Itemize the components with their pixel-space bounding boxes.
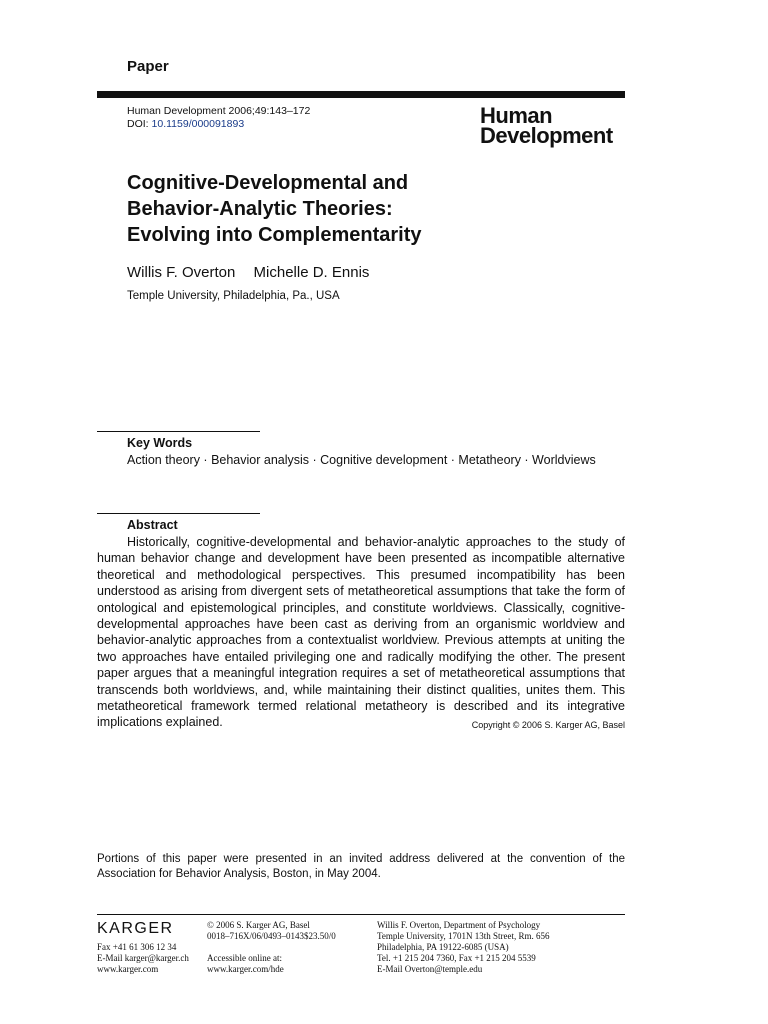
abstract-text: Historically, cognitive-developmental and behavior-analytic approaches to the study of human behavior change and development have been presented as incompatible alternative theoretical and methodological perspectives. This presumed incompatibility has been understood as arising from divergent sets of metatheoretical assumptions that take the form of ontological and epistemological principles, and constitute worldviews. Classically, cognitive-developmental approaches have been cast as deriving from an organismic worldview and behavior-analytic approaches from a contextualist worldview. Previous attempts at uniting the two approaches have entailed privileging one and radically modifying the other. The present paper argues that a meaningful integration requires a set of metatheoretical assumptions that transcends both worldviews, and, while maintaining their distinct qualities, unites them. This metatheoretical framework termed relational metatheory is described and its integrative implications explained. [97, 535, 625, 730]
journal-logo [480, 103, 613, 148]
publisher-contact [97, 942, 189, 975]
legal-copyright: © 2006 S. Karger AG, Basel [207, 920, 310, 930]
journal-citation: Human Development 2006;49:143–172 [127, 105, 311, 117]
author-name: Michelle D. Ennis [253, 264, 370, 281]
corr-line: Philadelphia, PA 19122-6085 (USA) [377, 942, 509, 952]
publisher-logo: KARGER [97, 920, 174, 937]
title-line: Behavior-Analytic Theories: [127, 198, 393, 220]
legal-issn: 0018–716X/06/0493–0143$23.50/0 [207, 931, 336, 941]
contact-email: E-Mail karger@karger.ch [97, 953, 189, 963]
journal-logo-line2: Development [480, 123, 613, 148]
corr-line: Willis F. Overton, Department of Psychology [377, 920, 541, 930]
legal-online-url[interactable]: www.karger.com/hde [207, 964, 284, 974]
doi-label: DOI: [127, 118, 152, 130]
abstract-body [97, 534, 625, 734]
article-title [127, 170, 587, 248]
corr-email[interactable]: E-Mail Overton@temple.edu [377, 964, 483, 974]
publication-legal [207, 920, 336, 975]
correspondence-address [377, 920, 550, 975]
title-line: Evolving into Complementarity [127, 224, 422, 246]
corr-line: Temple University, 1701N 13th Street, Rm. 656 [377, 931, 550, 941]
legal-online-label: Accessible online at: [207, 953, 282, 963]
presentation-footnote: Portions of this paper were presented in an invited address delivered at the convention of the Association for Behavior Analysis, Boston, in May 2004. [97, 853, 625, 880]
doi-line [127, 118, 310, 131]
contact-fax: Fax +41 61 306 12 34 [97, 942, 177, 952]
footer-rule [97, 914, 625, 915]
corr-line: Tel. +1 215 204 7360, Fax +1 215 204 5539 [377, 953, 536, 963]
doi-link[interactable]: 10.1159/000091893 [151, 118, 245, 130]
abstract-rule [97, 513, 260, 514]
author-name: Willis F. Overton [127, 264, 236, 281]
author-list [127, 264, 383, 281]
journal-logo-line1: Human [480, 103, 553, 128]
abstract-heading: Abstract [127, 518, 178, 532]
copyright-notice: Copyright © 2006 S. Karger AG, Basel [471, 720, 625, 731]
citation-block [127, 105, 310, 131]
header-rule [97, 91, 625, 98]
affiliation: Temple University, Philadelphia, Pa., USA [127, 290, 340, 302]
section-label: Paper [127, 58, 169, 75]
legal-spacer [207, 942, 336, 953]
keywords-text: Action theory · Behavior analysis · Cognitive development · Metatheory · Worldviews [127, 453, 596, 467]
title-line: Cognitive-Developmental and [127, 172, 409, 194]
contact-website[interactable]: www.karger.com [97, 964, 159, 974]
keywords-rule [97, 431, 260, 432]
keywords-heading: Key Words [127, 436, 193, 450]
